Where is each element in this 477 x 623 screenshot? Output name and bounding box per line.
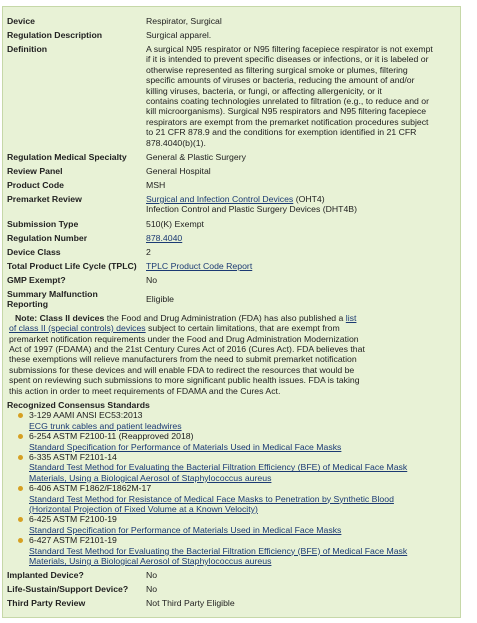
value-product-code: MSH	[146, 180, 166, 191]
note-bold: Class II devices	[39, 312, 105, 323]
row-device-class	[3, 247, 460, 261]
label-regulation-number: Regulation Number	[7, 232, 88, 243]
row-life-sustain	[3, 584, 460, 598]
definition-line: A surgical N95 respirator or N95 filtering facepiece respirator is not exempt	[146, 44, 433, 54]
row-review-panel	[3, 166, 460, 180]
bullet-icon	[18, 434, 23, 439]
class-ii-list-link-cont[interactable]: of class II (special controls) devices	[9, 323, 146, 334]
row-device	[3, 16, 460, 30]
standard-item	[17, 483, 460, 514]
label-tplc: Total Product Life Cycle (TPLC)	[7, 260, 137, 271]
standard-code: 6-425 ASTM F2100-19	[29, 514, 117, 525]
value-submission-type: 510(K) Exempt	[146, 218, 204, 229]
label-review-panel: Review Panel	[7, 166, 63, 177]
label-gmp-exempt: GMP Exempt?	[7, 274, 66, 285]
definition-line: kill microorganisms). Surgical N95 respirators and N95 filtering facepiece	[146, 106, 427, 117]
label-definition: Definition	[7, 44, 48, 54]
value-definition	[146, 44, 456, 148]
class-ii-list-link[interactable]: list	[345, 312, 357, 323]
bullet-icon	[18, 517, 23, 522]
note-text: the Food and Drug Administration (FDA) has also published a	[104, 312, 346, 323]
standard-title-link[interactable]: Standard Test Method for Evaluating the Bacterial Filtration Efficiency (BFE) of Medical Face Mask	[29, 462, 408, 473]
label-implanted-device: Implanted Device?	[7, 570, 84, 581]
standard-title-link[interactable]: Standard Test Method for Resistance of Medical Face Masks to Penetration by Synthetic Blood	[29, 493, 394, 504]
premarket-review-division: Infection Control and Plastic Surgery Devices (DHT4B)	[146, 204, 357, 215]
value-implanted-device: No	[146, 570, 158, 581]
standards-heading: Recognized Consensus Standards	[7, 399, 150, 410]
tplc-report-link[interactable]: TPLC Product Code Report	[146, 260, 253, 271]
standard-code: 6-406 ASTM F1862/F1862M-17	[29, 483, 152, 494]
value-gmp-exempt: No	[146, 274, 158, 285]
definition-line: otherwise represented as filtering surgical smoke or plumes, filtering	[146, 64, 408, 75]
standard-title-link[interactable]: Standard Specification for Performance of Materials Used in Medical Face Masks	[29, 524, 342, 535]
value-device: Respirator, Surgical	[146, 16, 222, 26]
bullet-icon	[18, 538, 23, 543]
standard-code: 6-427 ASTM F2101-19	[29, 535, 117, 546]
row-submission-type	[3, 219, 460, 233]
row-regulation-description	[3, 30, 460, 44]
note-line: Act of 1997 (FDAMA) and the 21st Century Cures Act of 2016 (Cures Act). FDA believes that	[9, 343, 365, 354]
value-third-party-review: Not Third Party Eligible	[146, 598, 235, 609]
definition-line: to 21 CFR 878.9 and the conditions for exemption identified in 21 CFR	[146, 127, 417, 138]
standard-item	[17, 535, 460, 566]
definition-line: killing viruses, bacteria, or fungi, or affecting allergenicity, or it	[146, 85, 382, 96]
value-review-panel: General Hospital	[146, 166, 211, 177]
standard-title-link[interactable]: Materials, Using a Biological Aerosol of Staphylococcus aureus	[29, 556, 272, 567]
note-line: these exemptions will relieve manufacturers from the need to submit premarket notification	[9, 354, 357, 365]
standard-title-link[interactable]: Standard Specification for Performance of Materials Used in Medical Face Masks	[29, 441, 342, 452]
value-summary-malfunction: Eligible	[146, 293, 175, 304]
row-summary-malfunction	[3, 289, 460, 310]
label-third-party-review: Third Party Review	[7, 598, 86, 609]
standards-list	[3, 410, 460, 566]
premarket-review-link[interactable]: Surgical and Infection Control Devices	[146, 194, 294, 205]
value-device-class: 2	[146, 246, 151, 257]
row-premarket-review	[3, 194, 460, 215]
standard-item	[17, 431, 460, 452]
label-life-sustain: Life-Sustain/Support Device?	[7, 584, 129, 595]
label-summary-malfunction: Summary Malfunction Reporting	[7, 288, 98, 310]
standard-code: 6-254 ASTM F2100-11 (Reapproved 2018)	[29, 431, 194, 442]
bullet-icon	[18, 486, 23, 491]
label-submission-type: Submission Type	[7, 218, 79, 229]
definition-line: specific amounts of viruses or bacteria, reducing the amount of and/or	[146, 75, 415, 86]
standard-code: 3-129 AAMI ANSI EC53:2013	[29, 410, 143, 421]
regulation-number-link[interactable]: 878.4040	[146, 232, 183, 243]
bullet-icon	[18, 413, 23, 418]
standard-title-link[interactable]: ECG trunk cables and patient leadwires	[29, 420, 182, 431]
label-premarket-review: Premarket Review	[7, 194, 82, 205]
standard-item	[17, 514, 460, 535]
label-device-class: Device Class	[7, 246, 61, 257]
row-gmp-exempt	[3, 275, 460, 289]
definition-line: 878.4040(b)(1).	[146, 137, 206, 148]
note-prefix: Note:	[15, 312, 38, 323]
premarket-review-suffix: (OHT4)	[293, 194, 325, 205]
definition-line: respirators are exempt from the premarket notification procedures subject	[146, 116, 429, 127]
label-medical-specialty: Regulation Medical Specialty	[7, 152, 127, 163]
note-line: submissions for these devices and will enable FDA to redirect the resources that would be	[9, 364, 355, 375]
standard-title-link[interactable]: Standard Test Method for Evaluating the Bacterial Filtration Efficiency (BFE) of Medical Face Mask	[29, 545, 408, 556]
note-line: premarket notification requirements under the Food and Drug Administration Modernization	[9, 333, 359, 344]
row-tplc	[3, 261, 460, 275]
note-text: subject to certain limitations, that are exempt from	[145, 323, 340, 334]
standard-title-link[interactable]: Materials, Using a Biological Aerosol of Staphylococcus aureus	[29, 472, 272, 483]
value-medical-specialty: General & Plastic Surgery	[146, 152, 246, 163]
standard-code: 6-335 ASTM F2101-14	[29, 451, 117, 462]
row-medical-specialty	[3, 152, 460, 166]
note-line: spent on reviewing such submissions to more significant public health issues. FDA is taking	[9, 375, 360, 386]
value-regulation-description: Surgical apparel.	[146, 30, 212, 40]
note-line: this action in order to meet requirements of FDAMA and the Cures Act.	[9, 385, 281, 396]
value-premarket-review	[146, 194, 456, 215]
standard-item	[17, 410, 460, 431]
definition-line: if it is intended to prevent specific diseases or infections, or it is labeled or	[146, 54, 429, 65]
row-product-code	[3, 180, 460, 194]
class-ii-note	[3, 313, 460, 396]
device-classification-panel	[2, 6, 461, 618]
bullet-icon	[18, 455, 23, 460]
row-third-party-review	[3, 598, 460, 612]
label-product-code: Product Code	[7, 180, 64, 191]
value-life-sustain: No	[146, 584, 158, 595]
definition-line: contains coating technologies unrelated to filtration (e.g., to reduce and or	[146, 96, 430, 107]
row-implanted-device	[3, 570, 460, 584]
label-regulation-description: Regulation Description	[7, 30, 103, 40]
standard-item	[17, 452, 460, 483]
standard-title-link[interactable]: (Horizontal Projection of Fixed Volume at a Known Velocity)	[29, 504, 258, 514]
label-device: Device	[7, 16, 36, 26]
row-definition	[3, 44, 460, 148]
row-regulation-number	[3, 233, 460, 247]
